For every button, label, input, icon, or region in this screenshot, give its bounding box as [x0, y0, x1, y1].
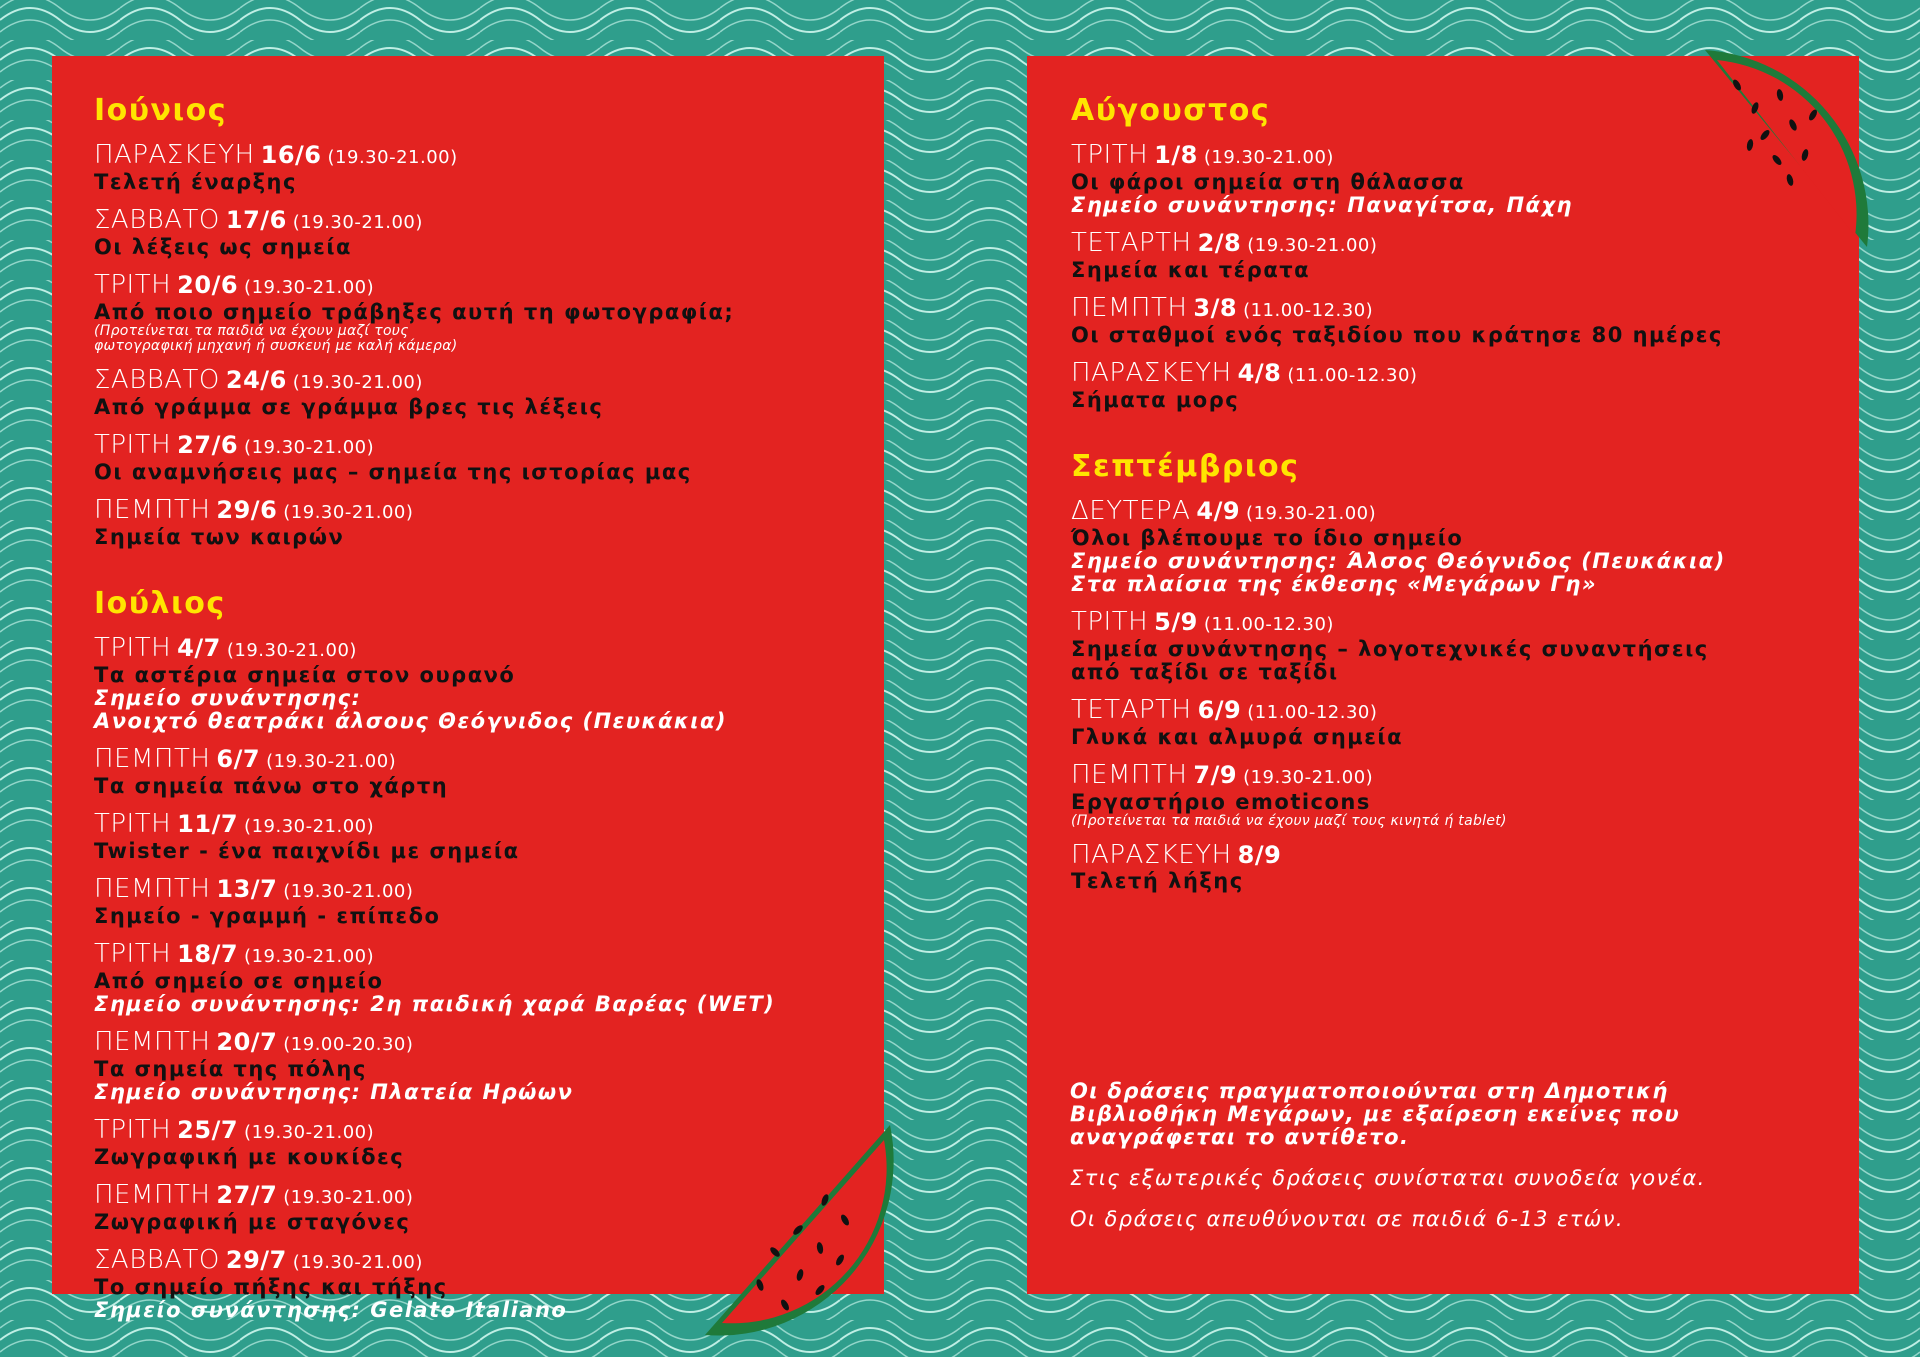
event-weekday: ΔΕΥΤΕΡΑ [1071, 496, 1191, 526]
event-title: Σημεία και τέρατα [1071, 258, 1311, 282]
event-date: 17/6 [225, 206, 287, 234]
event-time: (19.30-21.00) [292, 212, 423, 233]
info-location-note [1070, 1080, 1830, 1149]
event-weekday: ΤΡΙΤΗ [1071, 140, 1149, 170]
event-meeting-point: Στα πλαίσια της έκθεσης «Μεγάρων Γη» [1071, 572, 1598, 596]
event-date-line [1071, 295, 1859, 324]
event-date: 13/7 [216, 875, 278, 903]
event-title: Οι φάροι σημεία στη θάλασσα [1071, 170, 1465, 194]
event-note: φωτογραφική μηχανή ή συσκευή με καλή κάμερα) [94, 338, 458, 354]
event-meeting-point: Σημείο συνάντησης: Παναγίτσα, Πάχη [1071, 193, 1573, 217]
event-date-line [94, 207, 884, 236]
event-weekday: ΣΑΒΒΑΤΟ [94, 365, 220, 395]
event-weekday: ΠΕΜΠΤΗ [94, 1180, 211, 1210]
event-item [94, 272, 884, 354]
event-date: 27/7 [216, 1181, 278, 1209]
event-weekday: ΤΡΙΤΗ [1071, 607, 1149, 637]
event-weekday: ΤΡΙΤΗ [94, 430, 172, 460]
event-time: (19.30-21.00) [244, 1122, 375, 1143]
event-time: (19.30-21.00) [266, 751, 397, 772]
event-weekday: ΤΡΙΤΗ [94, 809, 172, 839]
month-heading: Ιούνιος [94, 93, 228, 128]
event-time: (19.30-21.00) [292, 1252, 423, 1273]
event-date: 16/6 [260, 141, 322, 169]
event-item [1071, 762, 1859, 829]
event-item [1071, 842, 1859, 893]
event-weekday: ΤΕΤΑΡΤΗ [1071, 695, 1192, 725]
event-time: (19.30-21.00) [244, 816, 375, 837]
event-weekday: ΠΑΡΑΣΚΕΥΗ [1071, 358, 1232, 388]
event-title: Από σημείο σε σημείο [94, 969, 384, 993]
event-time: (11.00-12.30) [1243, 300, 1374, 321]
event-date: 29/7 [225, 1246, 287, 1274]
event-weekday: ΠΕΜΠΤΗ [94, 874, 211, 904]
event-date: 18/7 [177, 940, 239, 968]
event-date-line [94, 635, 884, 664]
event-title: Ζωγραφική με κουκίδες [94, 1145, 405, 1169]
event-time: (19.00-20.30) [283, 1034, 414, 1055]
watermelon-slice-top-right [1695, 10, 1895, 250]
event-date: 20/6 [177, 271, 239, 299]
event-date: 27/6 [177, 431, 239, 459]
event-weekday: ΤΡΙΤΗ [94, 633, 172, 663]
event-title: Twister - ένα παιχνίδι με σημεία [94, 839, 520, 863]
event-weekday: ΤΡΙΤΗ [94, 270, 172, 300]
event-date: 1/8 [1154, 141, 1198, 169]
event-note: (Προτείνεται τα παιδιά να έχουν μαζί τους [94, 323, 409, 339]
info-location-line: Οι δράσεις πραγματοποιούνται στη Δημοτική [1070, 1079, 1669, 1103]
event-item [94, 497, 884, 549]
event-item [1071, 498, 1859, 596]
event-title: Γλυκά και αλμυρά σημεία [1071, 725, 1404, 749]
event-time: (19.30-21.00) [244, 277, 375, 298]
event-title: Τα αστέρια σημεία στον ουρανό [94, 663, 516, 687]
event-time: (19.30-21.00) [244, 946, 375, 967]
event-title: Εργαστήριο emoticons [1071, 790, 1371, 814]
event-date: 4/9 [1196, 497, 1241, 525]
event-weekday: ΠΕΜΠΤΗ [1071, 293, 1188, 323]
event-date: 11/7 [177, 810, 239, 838]
event-item [1071, 360, 1859, 412]
event-title: Το σημείο πήξης και τήξης [94, 1275, 448, 1299]
event-date: 20/7 [216, 1028, 278, 1056]
event-weekday: ΣΑΒΒΑΤΟ [94, 1245, 220, 1275]
event-time: (19.30-21.00) [226, 640, 357, 661]
event-item [1071, 697, 1859, 749]
event-item [94, 207, 884, 259]
event-title: Τα σημεία πάνω στο χάρτη [94, 774, 449, 798]
event-title: Οι σταθμοί ενός ταξιδίου που κράτησε 80 ημέρες [1071, 323, 1723, 347]
event-item [94, 635, 884, 733]
event-date-line [94, 497, 884, 526]
event-time: (19.30-21.00) [327, 147, 458, 168]
event-time: (19.30-21.00) [1243, 767, 1374, 788]
event-weekday: ΤΡΙΤΗ [94, 1115, 172, 1145]
event-date-line [94, 367, 884, 396]
event-date-line [94, 142, 884, 171]
event-weekday: ΠΕΜΠΤΗ [94, 1027, 211, 1057]
event-date: 29/6 [216, 496, 278, 524]
event-time: (19.30-21.00) [283, 502, 414, 523]
event-item [94, 432, 884, 484]
event-time: (11.00-12.30) [1287, 365, 1418, 386]
month-heading: Αύγουστος [1071, 93, 1271, 128]
event-date-line [94, 876, 884, 905]
event-title: Τελετή λήξης [1071, 869, 1244, 893]
schedule-panel-left [52, 56, 884, 1322]
event-item [1071, 609, 1859, 684]
event-item [94, 142, 884, 194]
event-title: Σημείο - γραμμή - επίπεδο [94, 904, 441, 928]
event-date-line [1071, 762, 1859, 791]
event-meeting-point: Σημείο συνάντησης: 2η παιδική χαρά Βαρέας (WET) [94, 992, 776, 1016]
event-date-line [94, 272, 884, 301]
event-weekday: ΠΕΜΠΤΗ [1071, 760, 1188, 790]
event-title: Από ποιο σημείο τράβηξες αυτή τη φωτογραφία; [94, 300, 735, 324]
info-escort-note: Στις εξωτερικές δράσεις συνίσταται συνοδεία γονέα. [1070, 1166, 1706, 1190]
event-title: Ζωγραφική με σταγόνες [94, 1210, 411, 1234]
event-title: Οι λέξεις ως σημεία [94, 235, 352, 259]
event-date-line [1071, 697, 1859, 726]
event-time: (19.30-21.00) [244, 437, 375, 458]
event-time: (19.30-21.00) [1246, 503, 1377, 524]
event-item [94, 941, 884, 1016]
event-meeting-point: Σημείο συνάντησης: [94, 686, 362, 710]
month-heading: Ιούλιος [94, 586, 226, 621]
event-date: 4/7 [177, 634, 221, 662]
event-date-line [1071, 360, 1859, 389]
event-time: (19.30-21.00) [283, 881, 414, 902]
event-date-line [94, 746, 884, 775]
event-time: (11.00-12.30) [1203, 614, 1334, 635]
event-note: (Προτείνεται τα παιδιά να έχουν μαζί τους κινητά ή tablet) [1071, 813, 1507, 829]
event-date: 3/8 [1193, 294, 1238, 322]
event-weekday: ΠΕΜΠΤΗ [94, 495, 211, 525]
event-title: Σημεία συνάντησης – λογοτεχνικές συναντήσεις [1071, 637, 1709, 661]
event-date: 25/7 [177, 1116, 239, 1144]
event-date-line [94, 432, 884, 461]
watermelon-slice-bottom-left [700, 1120, 940, 1350]
info-location-line: Βιβλιοθήκη Μεγάρων, με εξαίρεση εκείνες που [1070, 1102, 1681, 1126]
event-title: Σημεία των καιρών [94, 525, 345, 549]
event-title: Τελετή έναρξης [94, 170, 297, 194]
event-weekday: ΠΑΡΑΣΚΕΥΗ [94, 140, 255, 170]
event-time: (19.30-21.00) [1203, 147, 1334, 168]
event-date: 5/9 [1154, 608, 1198, 636]
event-date: 7/9 [1193, 761, 1238, 789]
event-date-line [1071, 842, 1859, 870]
event-date: 6/7 [216, 745, 261, 773]
event-weekday: ΠΕΜΠΤΗ [94, 744, 211, 774]
info-location-line: αναγράφεται το αντίθετο. [1070, 1125, 1410, 1149]
event-meeting-point: Ανοιχτό θεατράκι άλσους Θεόγνιδος (Πευκάκια) [94, 709, 727, 733]
event-item [94, 811, 884, 863]
event-date-line [94, 941, 884, 970]
event-date: 8/9 [1237, 841, 1282, 869]
event-date-line [94, 1029, 884, 1058]
event-title: από ταξίδι σε ταξίδι [1071, 660, 1339, 684]
event-title: Σήματα μορς [1071, 388, 1240, 412]
event-item [94, 1029, 884, 1104]
event-title: Τα σημεία της πόλης [94, 1057, 367, 1081]
month-heading: Σεπτέμβριος [1071, 449, 1300, 484]
event-time: (11.00-12.30) [1247, 702, 1378, 723]
event-date: 24/6 [225, 366, 287, 394]
event-meeting-point: Σημείο συνάντησης: Άλσος Θεόγνιδος (Πευκάκια) [1071, 549, 1726, 573]
event-weekday: ΣΑΒΒΑΤΟ [94, 205, 220, 235]
event-date: 2/8 [1197, 229, 1242, 257]
info-notes [1070, 1080, 1830, 1249]
event-weekday: ΠΑΡΑΣΚΕΥΗ [1071, 840, 1232, 870]
event-time: (19.30-21.00) [292, 372, 423, 393]
event-item [1071, 295, 1859, 347]
event-time: (19.30-21.00) [1247, 235, 1378, 256]
event-time: (19.30-21.00) [283, 1187, 414, 1208]
event-item [94, 367, 884, 419]
event-item [94, 876, 884, 928]
event-meeting-point: Σημείο συνάντησης: Πλατεία Ηρώων [94, 1080, 574, 1104]
event-title: Όλοι βλέπουμε το ίδιο σημείο [1071, 526, 1464, 550]
event-title: Οι αναμνήσεις μας – σημεία της ιστορίας μας [94, 460, 692, 484]
event-date: 4/8 [1237, 359, 1282, 387]
event-item [94, 746, 884, 798]
event-date-line [1071, 609, 1859, 638]
info-age-note: Οι δράσεις απευθύνονται σε παιδιά 6-13 ετών. [1070, 1207, 1624, 1231]
event-date-line [94, 811, 884, 840]
event-title: Από γράμμα σε γράμμα βρες τις λέξεις [94, 395, 604, 419]
event-meeting-point: Σημείο συνάντησης: Gelato Italiano [94, 1298, 568, 1322]
event-weekday: ΤΡΙΤΗ [94, 939, 172, 969]
event-date: 6/9 [1197, 696, 1242, 724]
event-date-line [1071, 498, 1859, 527]
event-weekday: ΤΕΤΑΡΤΗ [1071, 228, 1192, 258]
